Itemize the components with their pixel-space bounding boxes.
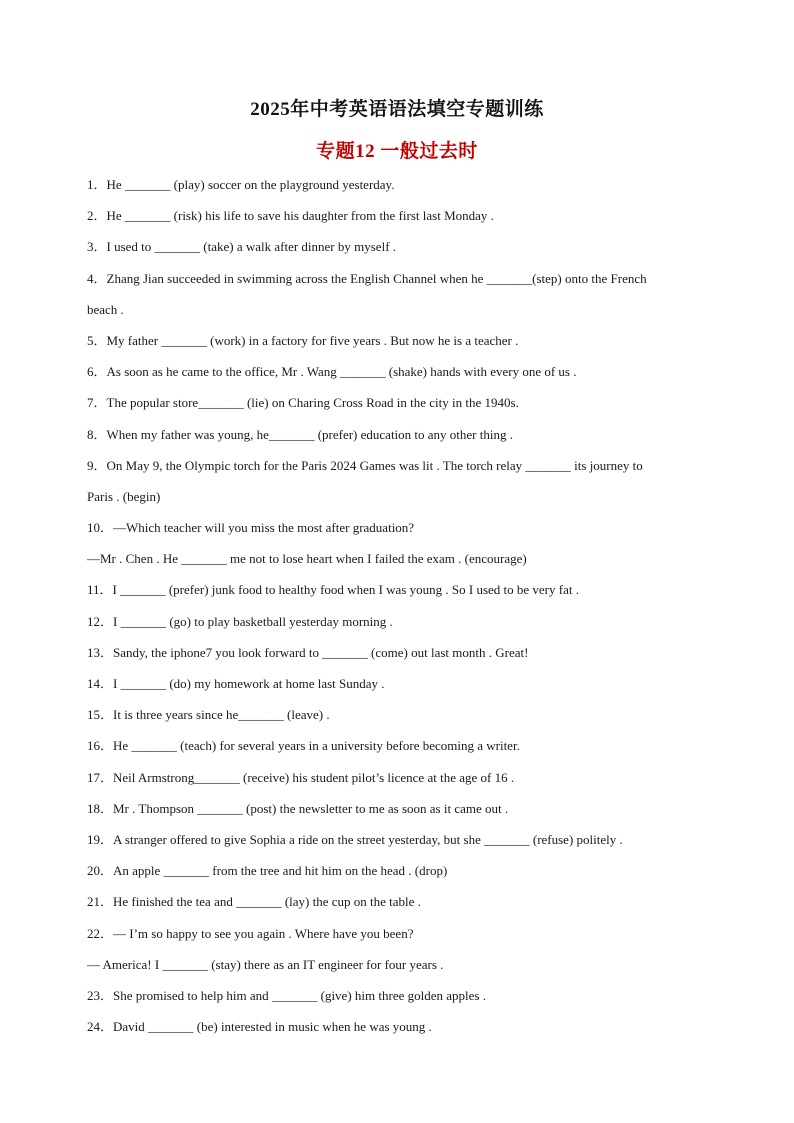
question-line: 15．It is three years since he_______ (leave) . xyxy=(87,707,330,723)
question-line: 11．I _______ (prefer) junk food to healthy food when I was young . So I used to be very fat . xyxy=(87,582,579,598)
question-line: 2．He _______ (risk) his life to save his daughter from the first last Monday . xyxy=(87,208,494,224)
question-line: 13．Sandy, the iphone7 you look forward to _______ (come) out last month . Great! xyxy=(87,644,529,660)
question-line: — America! I _______ (stay) there as an IT engineer for four years . xyxy=(87,956,444,972)
question-line: 20．An apple _______ from the tree and hit him on the head . (drop) xyxy=(87,863,448,879)
question-line: 4．Zhang Jian succeeded in swimming across the English Channel when he _______(step) onto the French xyxy=(87,270,647,286)
question-line: 3．I used to _______ (take) a walk after dinner by myself . xyxy=(87,239,397,255)
question-line: 21．He finished the tea and _______ (lay) the cup on the table . xyxy=(87,894,421,910)
worksheet-subtitle: 专题12 一般过去时 xyxy=(316,141,478,162)
question-line: 24．David _______ (be) interested in music when he was young . xyxy=(87,1019,432,1035)
question-line: 19．A stranger offered to give Sophia a ride on the street yesterday, but she _______ (refuse) politely . xyxy=(87,831,623,847)
question-line: 6．As soon as he came to the office, Mr . Wang _______ (shake) hands with every one of us . xyxy=(87,364,577,380)
question-line: 23．She promised to help him and _______ (give) him three golden apples . xyxy=(87,987,486,1003)
question-line: 7．The popular store_______ (lie) on Charing Cross Road in the city in the 1940s. xyxy=(87,395,519,411)
question-line: 1．He _______ (play) soccer on the playground yesterday. xyxy=(87,177,395,192)
question-line: 18．Mr . Thompson _______ (post) the newsletter to me as soon as it came out . xyxy=(87,800,509,816)
question-line: —Mr . Chen . He _______ me not to lose heart when I failed the exam . (encourage) xyxy=(87,551,527,567)
question-line: 14．I _______ (do) my homework at home last Sunday . xyxy=(87,676,385,691)
question-line: 22．— I’m so happy to see you again . Where have you been? xyxy=(87,925,414,941)
question-line: 12．I _______ (go) to play basketball yesterday morning . xyxy=(87,613,393,629)
question-line: 16．He _______ (teach) for several years in a university before becoming a writer. xyxy=(87,738,520,754)
question-list xyxy=(87,174,707,1047)
question-line: 10．—Which teacher will you miss the most after graduation? xyxy=(87,520,415,536)
worksheet-title: 2025年中考英语语法填空专题训练 xyxy=(250,99,544,120)
question-line: 5．My father _______ (work) in a factory for five years . But now he is a teacher . xyxy=(87,332,519,348)
question-line: beach . xyxy=(87,301,124,317)
question-line: Paris . (begin) xyxy=(87,488,161,504)
question-line: 17．Neil Armstrong_______ (receive) his student pilot’s licence at the age of 16 . xyxy=(87,769,515,785)
question-line: 9．On May 9, the Olympic torch for the Paris 2024 Games was lit . The torch relay _______ its journey to xyxy=(87,457,643,473)
question-line: 8．When my father was young, he_______ (prefer) education to any other thing . xyxy=(87,426,513,442)
